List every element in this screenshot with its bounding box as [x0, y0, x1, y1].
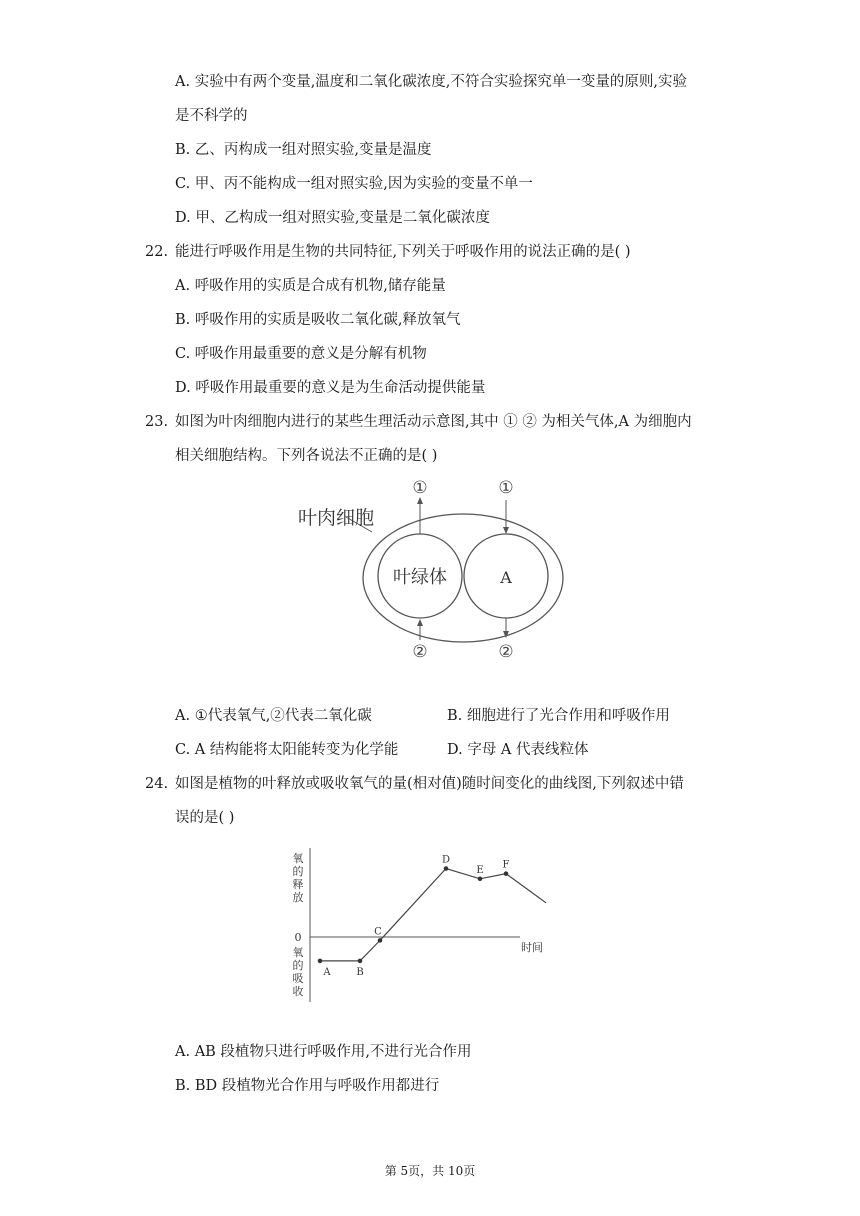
q23-option-d: D. 字母 A 代表线粒体	[447, 742, 589, 758]
q24-oxygen-chart	[280, 840, 580, 1010]
q21-option-a-line1: A. 实验中有两个变量,温度和二氧化碳浓度,不符合实验探究单一变量的原则,实验	[175, 74, 688, 90]
q23-option-b: B. 细胞进行了光合作用和呼吸作用	[447, 708, 670, 724]
q23-option-a: A. ①代表氧气,②代表二氧化碳	[175, 708, 372, 724]
q21-option-a-line2: 是不科学的	[175, 108, 248, 124]
chart-y-label-top-text: 氧的释放	[292, 852, 304, 904]
chart-series-line	[320, 869, 546, 961]
q21-option-d: D. 甲、乙构成一组对照实验,变量是二氧化碳浓度	[175, 210, 490, 226]
chart-point-label-a: A	[323, 966, 331, 978]
q23-number: 23.	[145, 414, 169, 430]
chart-zero-label: 0	[294, 931, 302, 944]
chart-point-a	[318, 959, 323, 964]
chloroplast-label: 叶绿体	[393, 567, 447, 588]
q23-cell-diagram	[290, 470, 590, 670]
chart-point-label-b: B	[356, 966, 364, 978]
chart-point-label-d: D	[441, 854, 451, 866]
q22-option-c: C. 呼吸作用最重要的意义是分解有机物	[175, 346, 427, 362]
chart-y-label-top	[293, 851, 304, 904]
q22-option-b: B. 呼吸作用的实质是吸收二氧化碳,释放氧气	[175, 312, 461, 328]
chart-point-d	[444, 866, 449, 871]
chart-point-b	[358, 959, 363, 964]
q24-stem-line2: 误的是( )	[175, 810, 235, 826]
q22-option-a: A. 呼吸作用的实质是合成有机物,储存能量	[175, 278, 446, 294]
organelle-gas1-label: ①	[498, 478, 514, 498]
q22-stem: 能进行呼吸作用是生物的共同特征,下列关于呼吸作用的说法正确的是( )	[175, 244, 631, 260]
q21-option-c: C. 甲、丙不能构成一组对照实验,因为实验的变量不单一	[175, 176, 533, 192]
q22-number: 22.	[145, 244, 169, 260]
q23-option-c: C. A 结构能将太阳能转变为化学能	[175, 742, 399, 758]
organelle-a-label: A	[500, 568, 512, 587]
chart-y-label-bottom-text: 氧的吸收	[292, 946, 304, 998]
chart-point-label-c: C	[374, 926, 382, 938]
q21-option-b: B. 乙、丙构成一组对照实验,变量是温度	[175, 142, 432, 158]
chart-x-label: 时间	[521, 941, 543, 954]
chart-point-e	[478, 877, 483, 882]
chart-point-label-e: E	[476, 864, 484, 876]
chloroplast-gas2-label: ②	[412, 642, 428, 662]
chart-point-f	[504, 871, 509, 876]
chart-point-c	[378, 938, 383, 943]
chart-point-label-f: F	[502, 859, 510, 871]
page-footer: 第 5页，共 10页	[384, 1164, 476, 1178]
chart-y-label-bottom	[293, 945, 304, 998]
chloroplast-gas1-label: ①	[412, 478, 428, 498]
q24-option-a: A. AB 段植物只进行呼吸作用,不进行光合作用	[175, 1044, 472, 1060]
q23-stem-line2: 相关细胞结构。下列各说法不正确的是( )	[175, 448, 438, 464]
q23-stem-line1: 如图为叶肉细胞内进行的某些生理活动示意图,其中 ① ② 为相关气体,A 为细胞内	[175, 414, 692, 430]
q24-stem-line1: 如图是植物的叶释放或吸收氧气的量(相对值)随时间变化的曲线图,下列叙述中错	[175, 776, 684, 792]
q24-option-b: B. BD 段植物光合作用与呼吸作用都进行	[175, 1078, 440, 1094]
q22-option-d: D. 呼吸作用最重要的意义是为生命活动提供能量	[175, 380, 486, 396]
q24-number: 24.	[145, 776, 169, 792]
organelle-gas2-label: ②	[498, 642, 514, 662]
cell-label: 叶肉细胞	[298, 507, 375, 529]
